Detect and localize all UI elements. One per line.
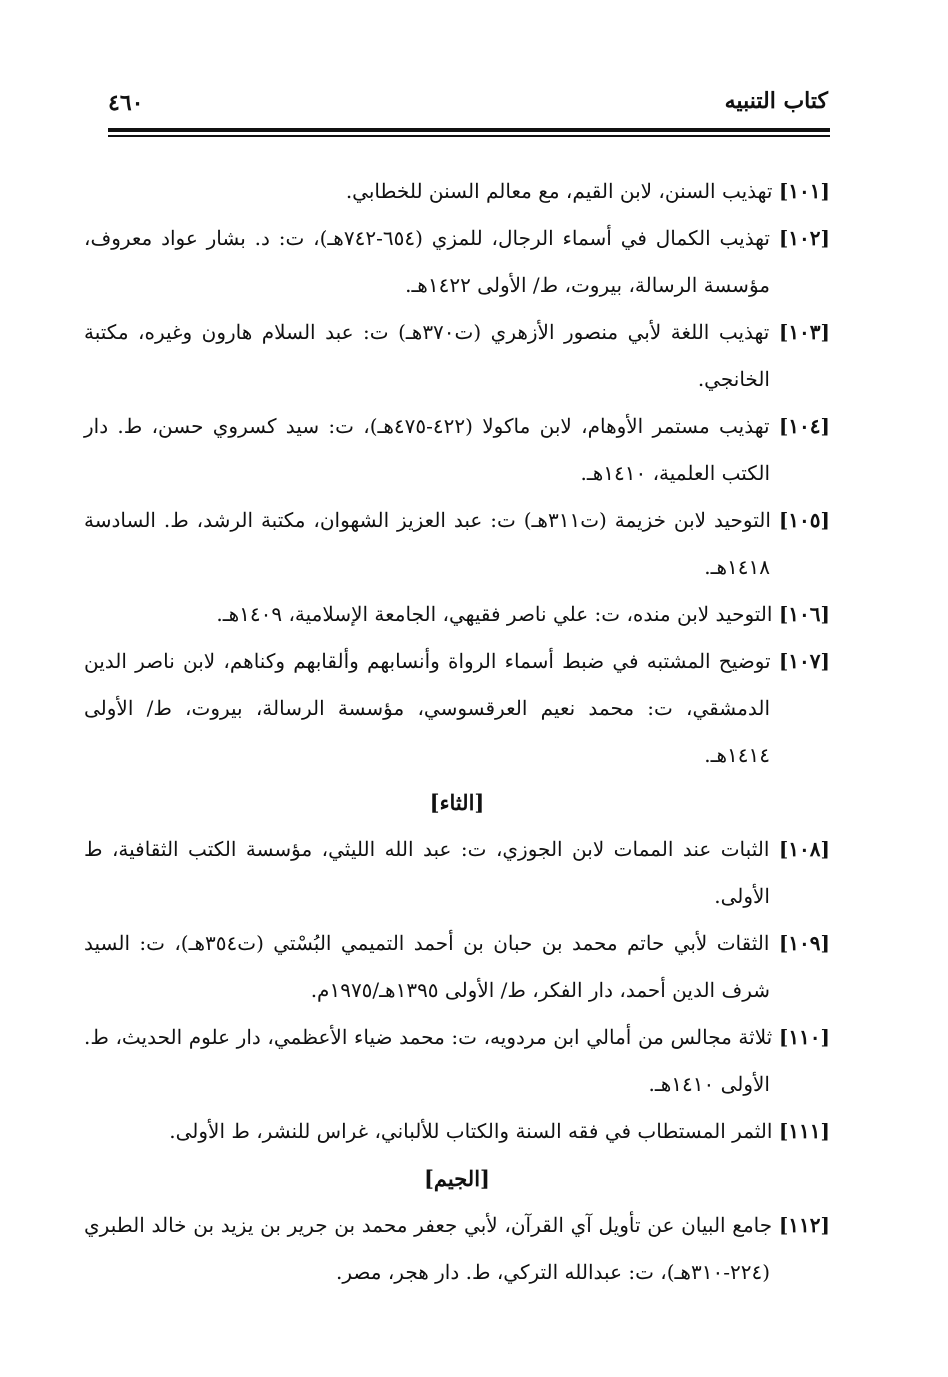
bibliography-entry	[84, 168, 830, 215]
entry-number: [١٠٩]	[778, 931, 830, 955]
bibliography-entry	[84, 215, 830, 309]
header-rule-thick	[108, 128, 830, 132]
entry-number: [١٠١]	[778, 179, 830, 203]
entry-text: الثبات عند الممات لابن الجوزي، ت: عبد الله الليثي، مؤسسة الكتب الثقافية، ط الأولى.	[84, 837, 770, 908]
entry-number: [١٠٢]	[778, 226, 830, 250]
running-title: كتاب التنبيه	[724, 88, 828, 114]
entry-number: [١١٢]	[778, 1213, 830, 1237]
entry-number: [١٠٨]	[778, 837, 830, 861]
entry-number: [١٠٥]	[778, 508, 830, 532]
entry-number: [١٠٧]	[778, 649, 830, 673]
section-heading-tha: [الثاء]	[429, 790, 485, 815]
entry-text: تهذيب مستمر الأوهام، لابن ماكولا (٤٢٢-٤٧٥هـ)، ت: سيد كسروي حسن، ط. دار الكتب العلمية، ١٤١٠هـ.	[84, 414, 770, 485]
entry-text: تهذيب الكمال في أسماء الرجال، للمزي (٦٥٤-٧٤٢هـ)، ت: د. بشار عواد معروف، مؤسسة الرسالة، بيروت، ط/ الأولى ١٤٢٢هـ.	[84, 226, 770, 297]
entry-number: [١١١]	[778, 1119, 830, 1143]
bibliography-entry	[84, 309, 830, 403]
bibliography-entry	[84, 920, 830, 1014]
entry-text: التوحيد لابن خزيمة (ت٣١١هـ) ت: عبد العزيز الشهوان، مكتبة الرشد، ط. السادسة ١٤١٨هـ.	[84, 508, 771, 579]
header-rule-thin	[108, 135, 830, 137]
bibliography-entry	[84, 1202, 830, 1296]
bibliography-entry	[84, 638, 830, 779]
bibliography-entry	[84, 497, 830, 591]
entry-number: [١٠٣]	[778, 320, 831, 344]
entry-number: [١٠٤]	[778, 414, 830, 438]
entry-text: الثمر المستطاب في فقه السنة والكتاب للألباني، غراس للنشر، ط الأولى.	[169, 1119, 773, 1143]
entry-text: التوحيد لابن منده، ت: علي ناصر فقيهي، الجامعة الإسلامية، ١٤٠٩هـ.	[216, 602, 773, 626]
section-heading-jeem: [الجيم]	[424, 1166, 490, 1191]
entry-number: [١٠٦]	[778, 602, 830, 626]
entry-text: تهذيب اللغة لأبي منصور الأزهري (ت٣٧٠هـ) ت: عبد السلام هارون وغيره، مكتبة الخانجي.	[84, 320, 770, 391]
bibliography-entry	[84, 1014, 830, 1108]
entry-text: تهذيب السنن، لابن القيم، مع معالم السنن للخطابي.	[345, 179, 773, 203]
entry-text: جامع البيان عن تأويل آي القرآن، لأبي جعفر محمد بن جرير بن يزيد بن خالد الطبري (٢٢٤-٣١٠هـ)، ت: عبدالله التركي، ط. دار هجر، مصر.	[84, 1213, 773, 1284]
entry-text: الثقات لأبي حاتم محمد بن حبان بن أحمد التميمي البُسْتي (ت٣٥٤هـ)، ت: السيد شرف الدين أحمد، دار الفكر، ط/ الأولى ١٣٩٥هـ/١٩٧٥م.	[84, 931, 770, 1002]
bibliography-entry	[84, 403, 830, 497]
entry-text: توضيح المشتبه في ضبط أسماء الرواة وأنسابهم وألقابهم وكناهم، لابن ناصر الدين الدمشقي، ت: محمد نعيم العرقسوسي، مؤسسة الرسالة، بيروت، ط/ الأولى ١٤١٤هـ.	[84, 649, 771, 767]
page-header	[108, 88, 828, 128]
entry-number: [١١٠]	[778, 1025, 831, 1049]
bibliography-entry	[84, 591, 830, 638]
bibliography-entry	[84, 826, 830, 920]
bibliography-entry	[84, 1108, 830, 1155]
page-number: ٤٦٠	[108, 90, 144, 116]
entry-text: ثلاثة مجالس من أمالي ابن مردويه، ت: محمد ضياء الأعظمي، دار علوم الحديث، ط. الأولى ١٤١٠هـ.	[84, 1025, 773, 1096]
bibliography-list	[84, 168, 830, 1296]
